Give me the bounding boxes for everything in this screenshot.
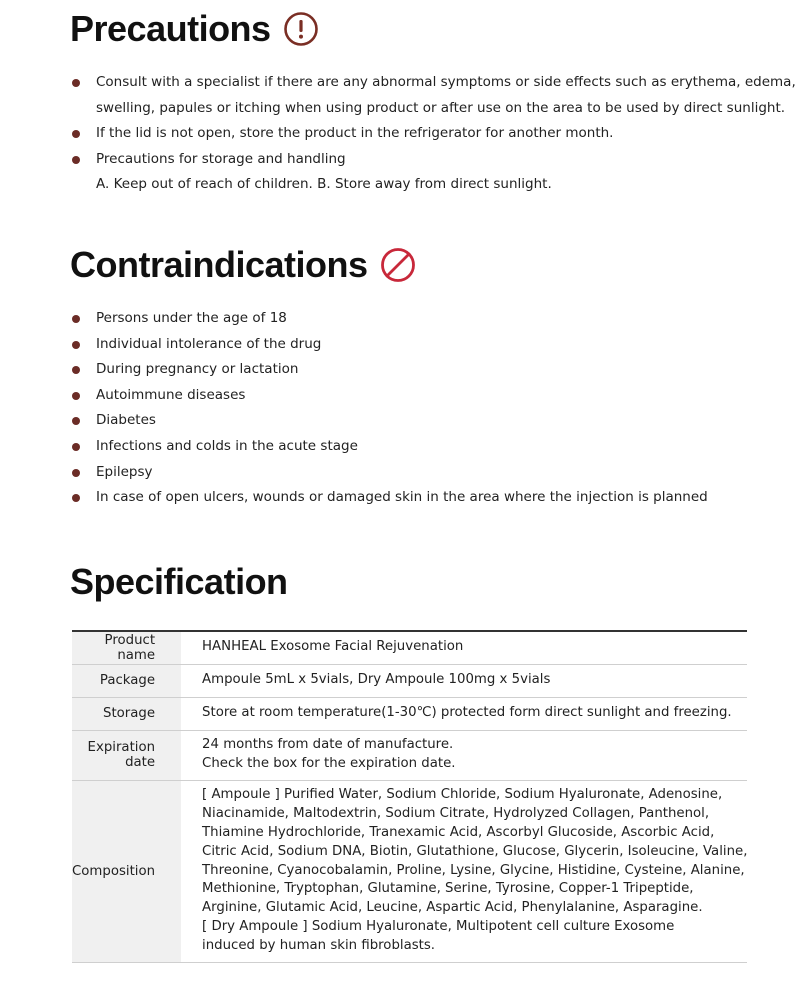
precautions-title-text: Precautions	[70, 8, 271, 49]
spec-label: Package	[72, 664, 181, 697]
exclamation-circle-icon	[283, 11, 319, 47]
bullet-dot-icon	[72, 469, 80, 477]
contraindication-item: In case of open ulcers, wounds or damaged skin in the area where the injection is planned	[72, 485, 708, 511]
bullet-dot-icon	[72, 417, 80, 425]
contraindication-item: During pregnancy or lactation	[72, 357, 708, 383]
spec-value: 24 months from date of manufacture. Check the box for the expiration date.	[181, 730, 747, 780]
table-row	[72, 730, 747, 780]
sub-item-b: B. Store away from direct sunlight.	[317, 176, 552, 193]
spec-value: HANHEAL Exosome Facial Rejuvenation	[181, 631, 747, 664]
precautions-item: Precautions for storage and handling A. Keep out of reach of children. B. Store away from direct sunlight.	[72, 147, 796, 198]
precautions-item: Consult with a specialist if there are any abnormal symptoms or side effects such as erythema, edema, swelling, papules or itching when using product or after use on the area to be used by direct sunlight.	[72, 70, 796, 121]
prohibited-icon	[380, 247, 416, 283]
table-row	[72, 631, 747, 664]
bullet-dot-icon	[72, 156, 80, 164]
table-row	[72, 697, 747, 730]
contraindication-item: Autoimmune diseases	[72, 383, 708, 409]
contraindication-item: Infections and colds in the acute stage	[72, 434, 708, 460]
bullet-dot-icon	[72, 341, 80, 349]
bullet-dot-icon	[72, 315, 80, 323]
precautions-item: If the lid is not open, store the product in the refrigerator for another month.	[72, 121, 796, 147]
precautions-title	[70, 8, 319, 50]
spec-value: Ampoule 5mL x 5vials, Dry Ampoule 100mg x 5vials	[181, 664, 747, 697]
spec-value: Store at room temperature(1-30℃) protected form direct sunlight and freezing.	[181, 697, 747, 730]
bullet-dot-icon	[72, 494, 80, 502]
spec-label: Product name	[72, 631, 181, 664]
bullet-dot-icon	[72, 130, 80, 138]
table-row	[72, 664, 747, 697]
contraindications-list	[72, 306, 708, 511]
specification-title-text: Specification	[70, 561, 288, 602]
contraindication-item: Epilepsy	[72, 460, 708, 486]
spec-label: Storage	[72, 697, 181, 730]
spec-label: Composition	[72, 780, 181, 962]
contraindications-title	[70, 244, 416, 286]
bullet-dot-icon	[72, 392, 80, 400]
bullet-dot-icon	[72, 366, 80, 374]
sub-item-a: A. Keep out of reach of children.	[96, 176, 313, 193]
specification-title	[70, 561, 288, 603]
spec-value: [ Ampoule ] Purified Water, Sodium Chloride, Sodium Hyaluronate, Adenosine, Niacinamide, Maltodextrin, Sodium Citrate, Hydrolyzed Collagen, Panthenol, Thiamine Hydrochloride, Tranexamic Acid, Ascorbyl Glucoside, Ascorbic Acid, Citric Acid, Sodium DNA, Biotin, Glutathione, Glucose, Glycerin, Isoleucine, Valine, Threonine, Cyanocobalamin, Proline, Lysine, Glycine, Histidine, Cysteine, Alanine, Methionine, Tryptophan, Glutamine, Serine, Tyrosine, Copper-1 Tripeptide, Arginine, Glutamic Acid, Leucine, Aspartic Acid, Phenylalanine, Asparagine. [ Dry Ampoule ] Sodium Hyaluronate, Multipotent cell culture Exosome induced by human skin fibroblasts.	[181, 780, 747, 962]
precautions-list	[72, 70, 796, 198]
contraindication-item: Individual intolerance of the drug	[72, 332, 708, 358]
table-row	[72, 780, 747, 962]
spec-label: Expiration date	[72, 730, 181, 780]
bullet-dot-icon	[72, 79, 80, 87]
specification-table	[72, 630, 747, 963]
contraindication-item: Diabetes	[72, 408, 708, 434]
bullet-dot-icon	[72, 443, 80, 451]
contraindications-title-text: Contraindications	[70, 244, 368, 285]
contraindication-item: Persons under the age of 18	[72, 306, 708, 332]
storage-sub-items	[96, 172, 796, 198]
